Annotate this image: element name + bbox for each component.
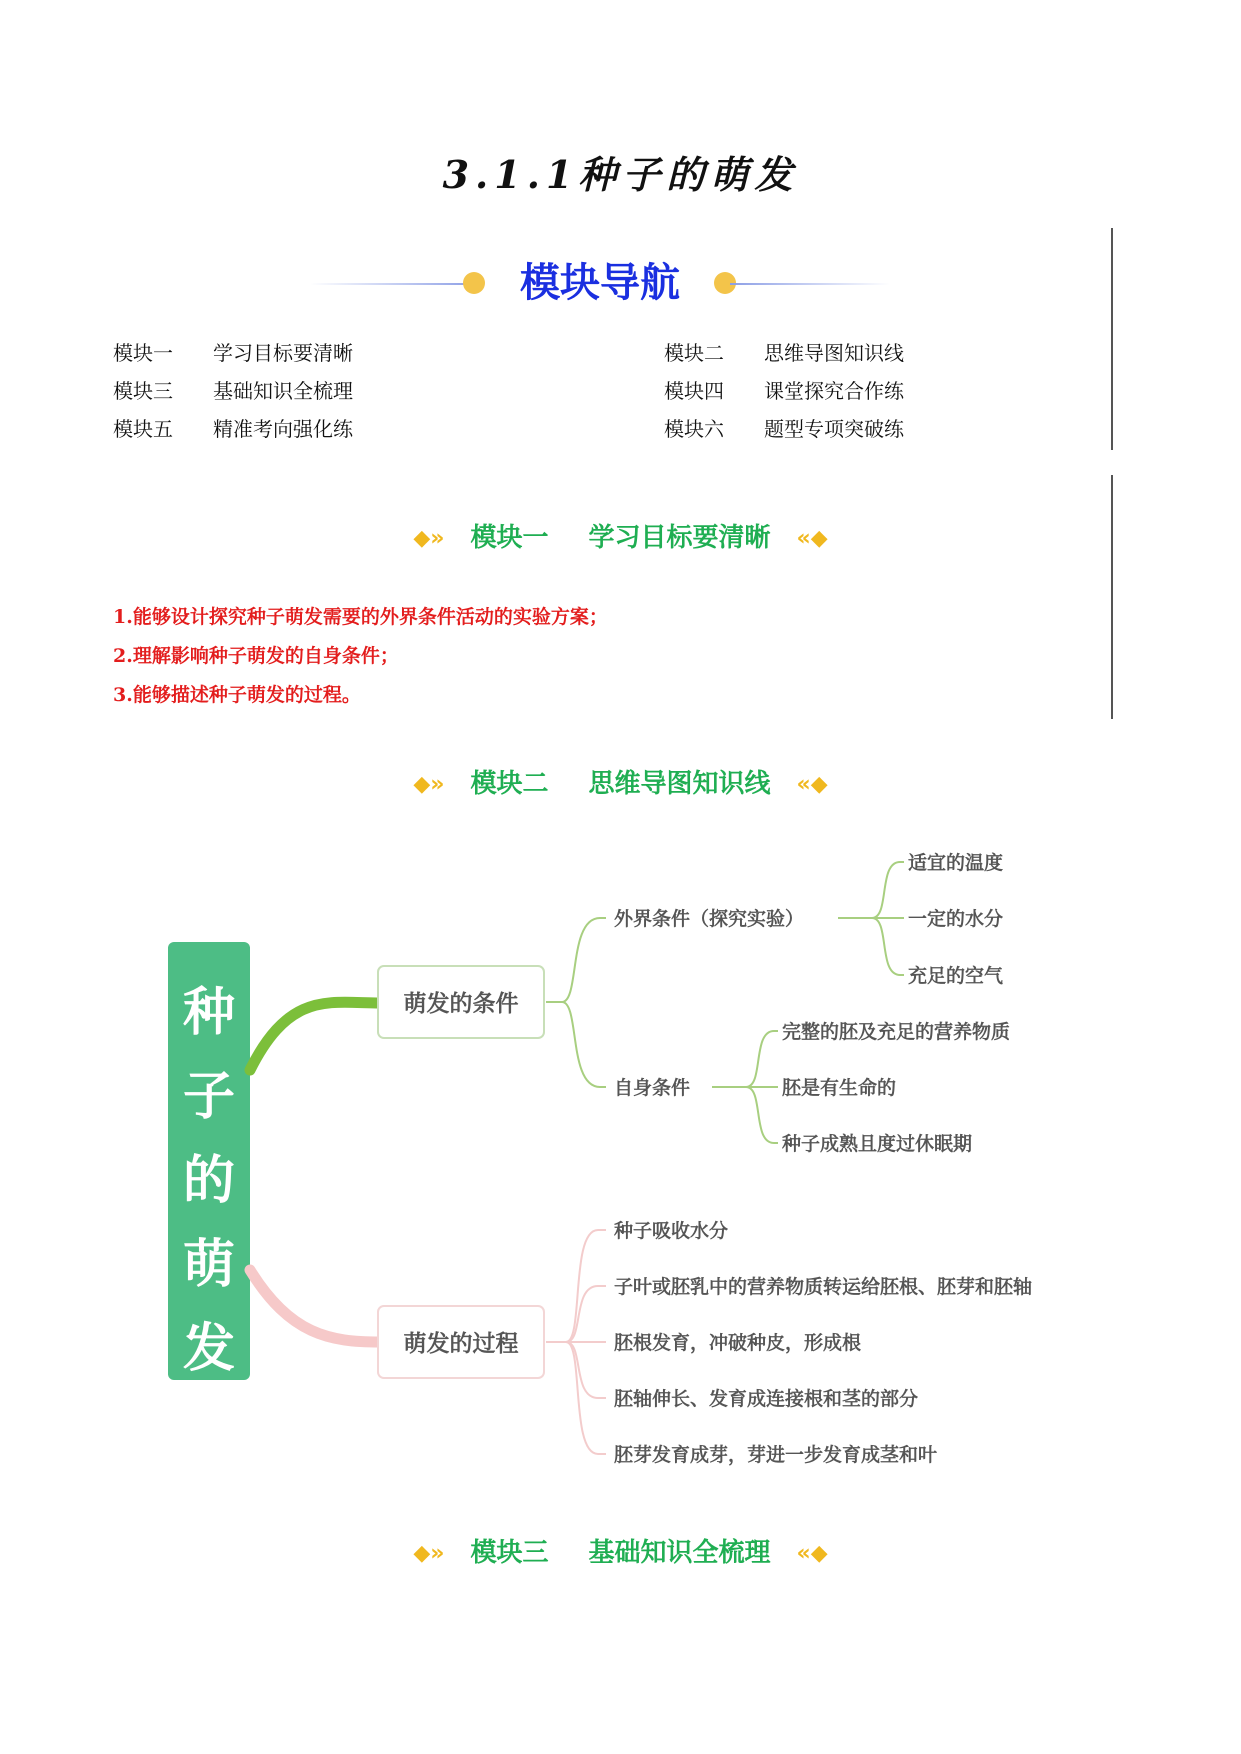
branch-conditions <box>250 1002 380 1070</box>
objective-3: 3.能够描述种子萌发的过程。 <box>113 684 361 706</box>
connector <box>746 1087 778 1143</box>
nav-title: 模块导航 <box>520 260 680 306</box>
double-chevron-left-icon: «◆ <box>796 1541 828 1566</box>
nav-item-key: 模块一 <box>113 341 173 365</box>
double-chevron-right-icon: ◆» <box>413 526 445 551</box>
objective-1: 1.能够设计探究种子萌发需要的外界条件活动的实验方案； <box>113 606 608 628</box>
nav-item-label: 题型专项突破练 <box>764 417 904 441</box>
mind-map-root-char: 发 <box>182 1319 236 1379</box>
section-title: 学习目标要清晰 <box>588 523 771 553</box>
double-chevron-right-icon: ◆» <box>413 772 445 797</box>
leaf-process-2: 子叶或胚乳中的营养物质转运给胚根、胚芽和胚轴 <box>614 1276 1033 1298</box>
nav-item-label: 学习目标要清晰 <box>213 341 353 365</box>
leaf-process-1: 种子吸收水分 <box>614 1220 729 1242</box>
section-heading-3 <box>0 1532 1241 1569</box>
connector <box>746 1031 778 1087</box>
section-key: 模块三 <box>470 1538 549 1568</box>
node-internal-label: 自身条件 <box>614 1077 691 1099</box>
section-key: 模块二 <box>470 769 549 799</box>
node-process-label: 萌发的过程 <box>403 1331 519 1357</box>
leaf-internal-3: 种子成熟且度过休眠期 <box>782 1133 973 1155</box>
double-chevron-left-icon: «◆ <box>796 526 828 551</box>
leaf-process-4: 胚轴伸长、发育成连接根和茎的部分 <box>614 1388 919 1410</box>
mind-map-root-char: 子 <box>182 1067 236 1127</box>
mind-map-root-char: 萌 <box>182 1235 236 1295</box>
node-external-label: 外界条件（探究实验） <box>614 908 805 930</box>
branch-process <box>250 1270 380 1342</box>
connector <box>872 918 904 975</box>
mind-map-root-char: 的 <box>182 1151 236 1211</box>
leaf-external-1: 适宜的温度 <box>908 852 1004 874</box>
nav-item-key: 模块四 <box>664 379 724 403</box>
nav-item-key: 模块六 <box>664 417 724 441</box>
mind-map-root-char: 种 <box>182 983 236 1043</box>
objective-2: 2.理解影响种子萌发的自身条件； <box>113 645 399 667</box>
leaf-external-3: 充足的空气 <box>908 965 1004 987</box>
leaf-internal-1: 完整的胚及充足的营养物质 <box>782 1021 1011 1043</box>
section-key: 模块一 <box>470 523 549 553</box>
nav-item-key: 模块五 <box>113 417 173 441</box>
connector <box>562 918 606 1002</box>
leaf-internal-2: 胚是有生命的 <box>782 1077 897 1099</box>
nav-item-label: 课堂探究合作练 <box>764 379 904 403</box>
leaf-process-3: 胚根发育，冲破种皮，形成根 <box>614 1332 862 1354</box>
nav-item-key: 模块三 <box>113 379 173 403</box>
nav-item-key: 模块二 <box>664 341 724 365</box>
nav-item-label: 精准考向强化练 <box>213 417 353 441</box>
section-title: 思维导图知识线 <box>588 769 771 799</box>
leaf-external-2: 一定的水分 <box>908 908 1004 930</box>
double-chevron-right-icon: ◆» <box>413 1541 445 1566</box>
connector <box>872 862 904 918</box>
double-chevron-left-icon: «◆ <box>796 772 828 797</box>
leaf-process-5: 胚芽发育成芽，芽进一步发育成茎和叶 <box>614 1444 938 1466</box>
section-title: 基础知识全梳理 <box>588 1538 771 1568</box>
connector <box>562 1002 606 1087</box>
nav-item-label: 基础知识全梳理 <box>213 379 353 403</box>
nav-item-label: 思维导图知识线 <box>764 341 904 365</box>
document-title: 3.1.1种子的萌发 <box>442 152 799 197</box>
node-conditions-label: 萌发的条件 <box>403 991 519 1017</box>
